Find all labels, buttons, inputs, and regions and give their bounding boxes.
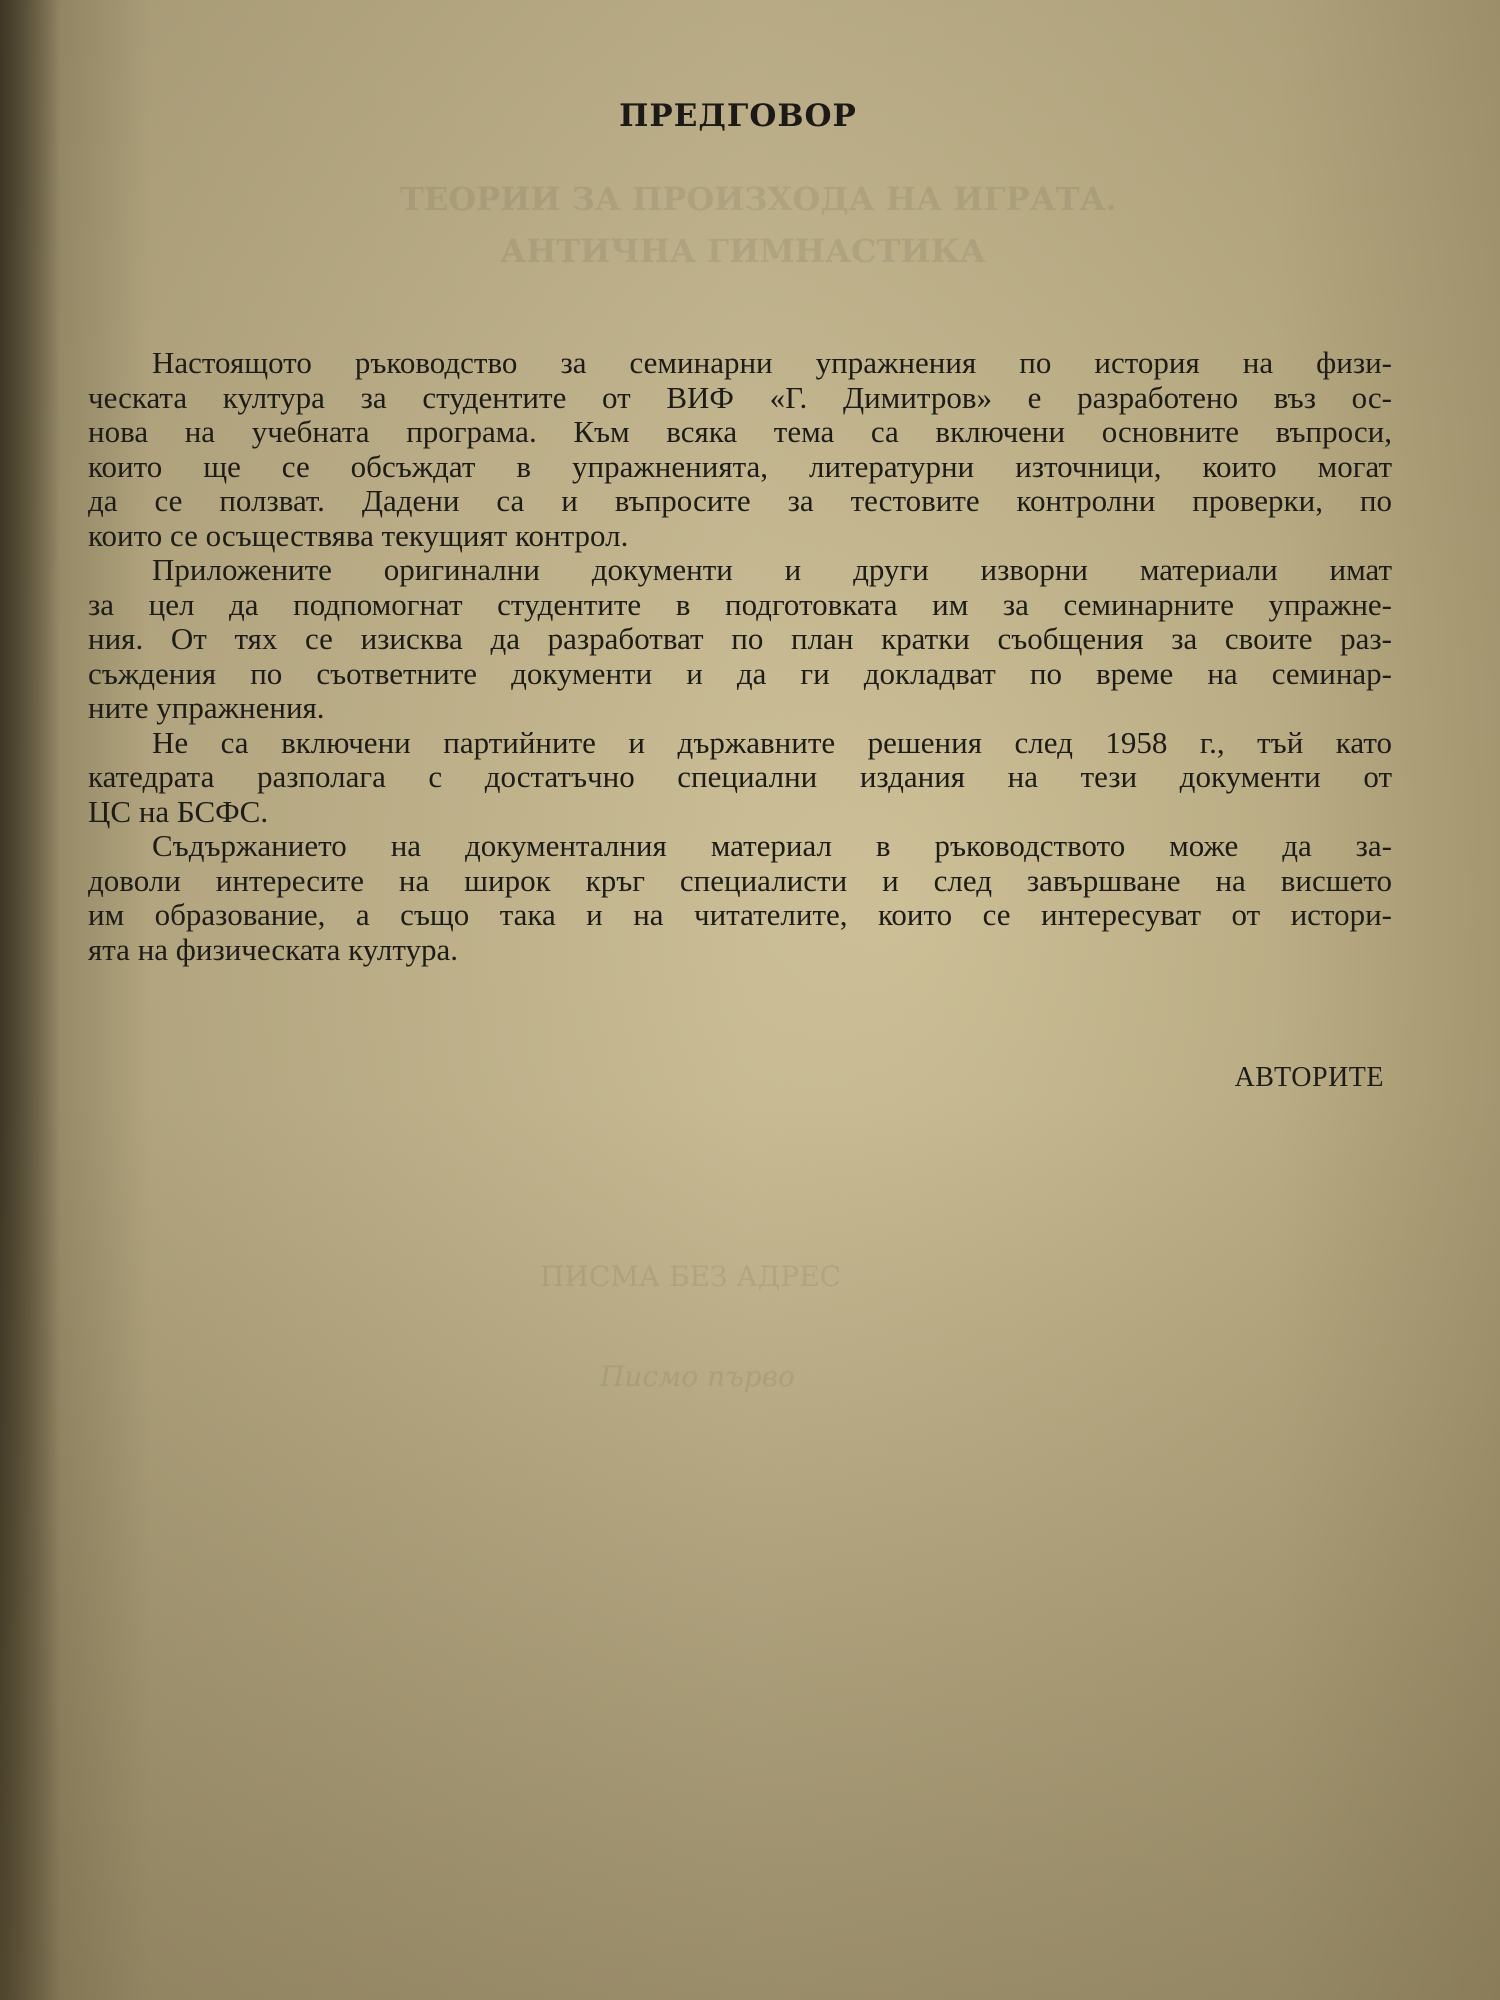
text-line: доволи интересите на широк кръг специалисти и след завършване на висшето — [88, 862, 1392, 898]
page-title: ПРЕДГОВОР — [619, 98, 857, 134]
text-line: Не са включени партийните и държавните решения след 1958 г., тъй като — [152, 724, 1392, 760]
text-line: катедрата разполага с достатъчно специални издания на тези документи от — [88, 759, 1392, 794]
text-line: съждения по съответните документи и да ги докладват по време на семинар- — [88, 655, 1392, 691]
text-line: които ще се обсъждат в упражненията, литературни източници, които могат — [88, 448, 1392, 484]
text-line: ческата култура за студентите от ВИФ «Г. Димитров» е разработено въз ос- — [88, 379, 1392, 415]
text-line: Съдържанието на документалния материал в ръководството може да за- — [152, 828, 1392, 863]
text-line: ЦС на БСФС. — [88, 793, 269, 829]
bleed-heading-4: Писмо първо — [600, 1360, 795, 1393]
text-line: нова на учебната програма. Към всяка тема са включени основните въпроси, — [88, 414, 1392, 449]
bleed-heading-1: ТЕОРИИ ЗА ПРОИЗХОДА НА ИГРАТА. — [400, 180, 1117, 218]
text-line: да се ползват. Дадени са и въпросите за тестовите контролни проверки, по — [88, 483, 1392, 518]
text-line: Приложените оригинални документи и други изворни материали имат — [152, 552, 1392, 587]
text-line: които се осъществява текущият контрол. — [88, 517, 629, 553]
text-line: ните упражнения. — [88, 690, 325, 725]
text-line: Настоящото ръководство за семинарни упражнения по история на физи- — [152, 345, 1392, 380]
text-line: за цел да подпомогнат студентите в подготовката им за семинарните упражне- — [88, 586, 1392, 622]
bleed-heading-2: АНТИЧНА ГИМНАСТИКА — [500, 232, 986, 270]
preface-body — [88, 346, 1392, 967]
text-line: ния. От тях се изисква да разработват по план кратки съобщения за своите раз- — [88, 621, 1392, 656]
text-line: ята на физическата култура. — [88, 931, 459, 967]
signature: АВТОРИТЕ — [1234, 1062, 1384, 1093]
text-line: им образование, а също така и на читателите, които се интересуват от истори- — [88, 897, 1392, 932]
bleed-heading-3: ПИСМА БЕЗ АДРЕС — [540, 1260, 842, 1293]
